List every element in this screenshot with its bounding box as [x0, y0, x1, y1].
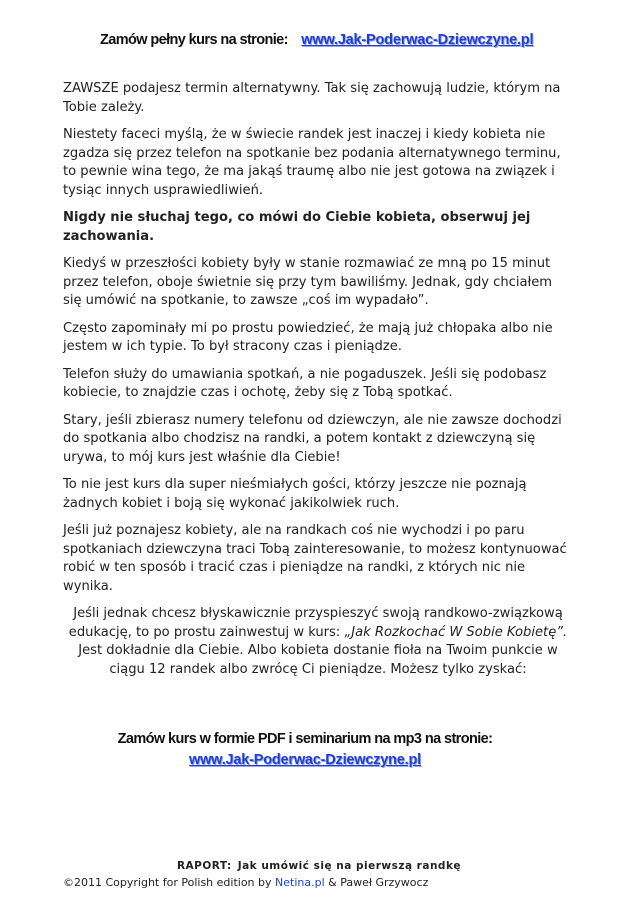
final-paragraph	[63, 605, 573, 679]
paragraph: Telefon służy do umawiania spotkań, a nie pogaduszek. Jeśli się podobasz kobiecie, to znajdzie czas i ochotę, żeby się z Tobą spotkać.	[63, 366, 547, 400]
copyright-text: ©2011 Copyright for Polish edition by	[63, 876, 276, 889]
report-title: Jak umówić się na pierwszą randkę	[237, 860, 462, 872]
header-link[interactable]: www.Jak-Poderwac-Dziewczyne.pl	[301, 32, 534, 48]
netina-link[interactable]: Netina.pl	[275, 876, 325, 889]
document-body	[63, 80, 573, 688]
copyright-authors: & Paweł Grzywocz	[324, 876, 429, 889]
promo-link[interactable]: www.Jak-Poderwac-Dziewczyne.pl	[189, 752, 421, 768]
final-paragraph-after: Jest dokładnie dla Ciebie. Albo kobieta dostanie fioła na Twoim punkcie w ciągu 12 randek albo zwrócę Ci pieniądze. Możesz tylko zyskać:	[78, 643, 558, 677]
paragraph: Jeśli już poznajesz kobiety, ale na randkach coś nie wychodzi i po paru spotkaniach dziewczyna traci Tobą zainteresowanie, to możesz kontynuować robić w ten sposób i tracić czas i pieniądze na randki, z których nic nie wynika.	[63, 523, 567, 594]
promo-block	[75, 729, 535, 771]
footer-copyright	[63, 876, 428, 889]
report-label: RAPORT:	[176, 860, 232, 872]
paragraph: Stary, jeśli zbierasz numery telefonu od dziewczyn, ale nie zawsze dochodzi do spotkania albo chodzisz na randki, a potem kontakt z dziewczyną się urywa, to mój kurs jest właśnie dla Ciebie!	[63, 412, 562, 465]
promo-text: Zamów kurs w formie PDF i seminarium na mp3 na stronie:	[117, 731, 493, 747]
footer-report-title	[0, 860, 638, 872]
header-label: Zamów pełny kurs na stronie:	[100, 32, 288, 48]
paragraph: ZAWSZE podajesz termin alternatywny. Tak się zachowują ludzie, którym na Tobie zależy.	[63, 81, 561, 115]
paragraph: Często zapominały mi po prostu powiedzieć, że mają już chłopaka albo nie jestem w ich typie. To był stracony czas i pieniądze.	[63, 320, 553, 354]
paragraph: Niestety faceci myślą, że w świecie randek jest inaczej i kiedy kobieta nie zgadza się przez telefon na spotkanie bez podania alternatywnego terminu, to pewnie wina tego, że ma jakąś traumę albo nie jest gotowa na związek i tysiąc innych usprawiedliwień.	[63, 127, 561, 198]
paragraph: Kiedyś w przeszłości kobiety były w stanie rozmawiać ze mną po 15 minut przez telefon, oboje świetnie się przy tym bawiliśmy. Jednak, gdy chciałem się umówić na spotkanie, to zawsze „coś im wypadało”.	[63, 256, 553, 308]
final-paragraph-before: Jeśli jednak chcesz błyskawicznie przyspieszyć swoją randkowo-związkową edukację, to po prostu zainwestuj w kurs:	[68, 606, 563, 640]
page-header	[100, 32, 560, 48]
paragraph: To nie jest kurs dla super nieśmiałych gości, którzy jeszcze nie poznają żadnych kobiet i boją się wykonać jakikolwiek ruch.	[63, 477, 527, 511]
course-title: „Jak Rozkochać W Sobie Kobietę”.	[344, 624, 568, 640]
bold-paragraph: Nigdy nie słuchaj tego, co mówi do Ciebie kobieta, obserwuj jej zachowania.	[63, 210, 531, 244]
